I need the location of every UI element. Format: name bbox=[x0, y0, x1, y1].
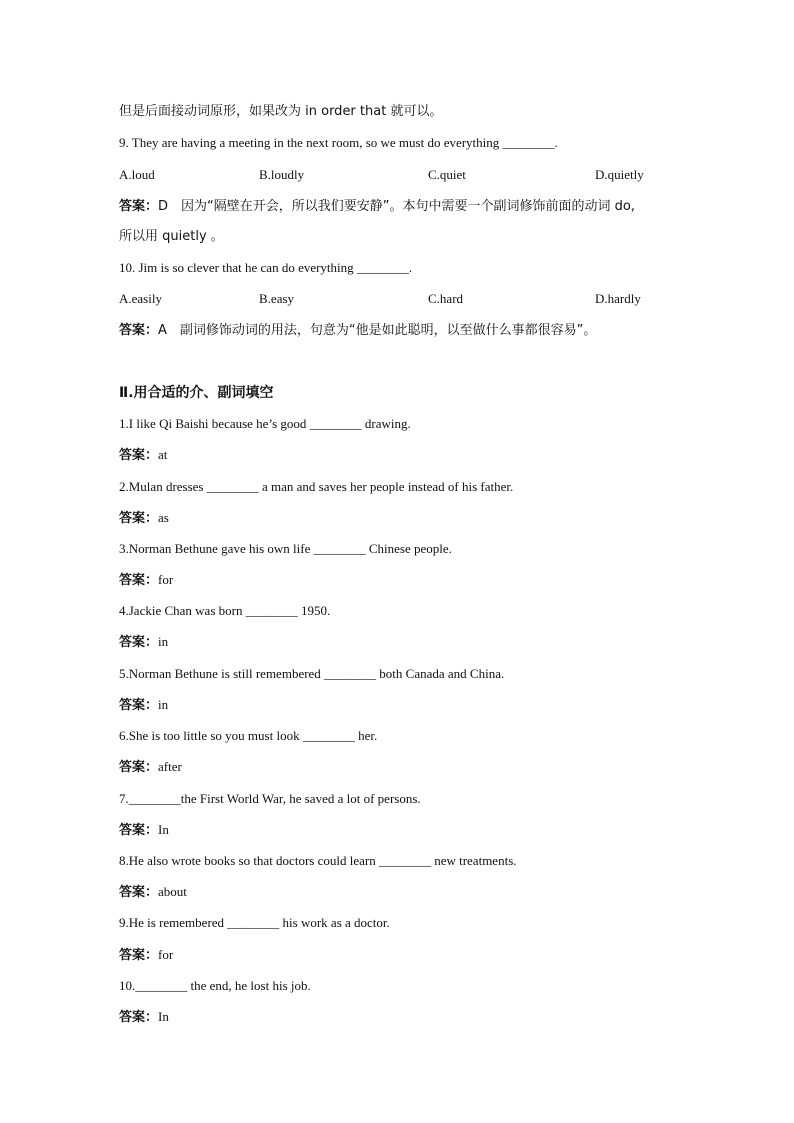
intro-text: 但是后面接动词原形，如果改为 in order that 就可以。 bbox=[119, 104, 443, 119]
fill-answer-5 bbox=[119, 696, 168, 715]
fill-question-4: 4.Jackie Chan was born ________ 1950. bbox=[119, 603, 331, 618]
fill-question-2: 2.Mulan dresses ________ a man and saves her people instead of his father. bbox=[119, 479, 514, 494]
fill-question-8: 8.He also wrote books so that doctors could learn ________ new treatments. bbox=[119, 853, 517, 868]
answer-value: In bbox=[158, 1009, 169, 1024]
answer-label: 答案： bbox=[119, 511, 159, 526]
option-c: C.quiet bbox=[428, 167, 466, 182]
answer-9 bbox=[119, 197, 635, 216]
answer-value: for bbox=[158, 947, 174, 962]
option-b: B.loudly bbox=[259, 167, 305, 182]
answer-9-continued: 所以用 quietly 。 bbox=[119, 229, 224, 244]
fill-answer-3 bbox=[119, 571, 173, 590]
fill-answer-8 bbox=[119, 883, 187, 902]
fill-answer-1 bbox=[119, 446, 167, 465]
fill-question-5: 5.Norman Bethune is still remembered ________ both Canada and China. bbox=[119, 666, 505, 681]
answer-label: 答案： bbox=[119, 948, 159, 963]
fill-answer-2 bbox=[119, 509, 169, 528]
answer-label: 答案： bbox=[119, 823, 159, 838]
fill-question-3: 3.Norman Bethune gave his own life ________ Chinese people. bbox=[119, 541, 452, 556]
answer-label: 答案： bbox=[119, 573, 159, 588]
answer-label: 答案： bbox=[119, 760, 159, 775]
question-10: 10. Jim is so clever that he can do everything ________. bbox=[119, 260, 413, 275]
answer-value: for bbox=[158, 572, 174, 587]
fill-answer-6 bbox=[119, 758, 182, 777]
option-a: A.easily bbox=[119, 291, 162, 306]
option-d: D.quietly bbox=[595, 167, 644, 182]
answer-explanation: D 因为“隔壁在开会，所以我们要安静”。本句中需要一个副词修饰前面的动词 do, bbox=[158, 199, 635, 214]
option-c: C.hard bbox=[428, 291, 464, 306]
answer-label: 答案： bbox=[119, 698, 159, 713]
fill-question-9: 9.He is remembered ________ his work as a doctor. bbox=[119, 915, 390, 930]
fill-question-10: 10.________ the end, he lost his job. bbox=[119, 978, 311, 993]
answer-value: in bbox=[158, 634, 169, 649]
section-title: Ⅱ.用合适的介、副词填空 bbox=[119, 385, 274, 401]
answer-label: 答案： bbox=[119, 448, 159, 463]
answer-explanation: A 副词修饰动词的用法，句意为“他是如此聪明，以至做什么事都很容易”。 bbox=[158, 323, 597, 338]
answer-value: about bbox=[158, 884, 187, 899]
answer-value: in bbox=[158, 697, 169, 712]
question-9: 9. They are having a meeting in the next room, so we must do everything ________. bbox=[119, 135, 558, 150]
answer-value: at bbox=[158, 447, 168, 462]
option-b: B.easy bbox=[259, 291, 295, 306]
answer-label: 答案： bbox=[119, 635, 159, 650]
answer-label: 答案： bbox=[119, 199, 159, 214]
option-a: A.loud bbox=[119, 167, 155, 182]
answer-value: as bbox=[158, 510, 169, 525]
fill-answer-4 bbox=[119, 633, 168, 652]
fill-question-7: 7.________the First World War, he saved a lot of persons. bbox=[119, 791, 421, 806]
fill-answer-10 bbox=[119, 1008, 169, 1027]
answer-10 bbox=[119, 321, 596, 340]
option-d: D.hardly bbox=[595, 291, 641, 306]
answer-label: 答案： bbox=[119, 323, 159, 338]
answer-label: 答案： bbox=[119, 885, 159, 900]
answer-value: after bbox=[158, 759, 182, 774]
fill-answer-9 bbox=[119, 946, 173, 965]
answer-label: 答案： bbox=[119, 1010, 159, 1025]
fill-answer-7 bbox=[119, 821, 169, 840]
answer-value: In bbox=[158, 822, 169, 837]
fill-question-6: 6.She is too little so you must look ________ her. bbox=[119, 728, 378, 743]
fill-question-1: 1.I like Qi Baishi because he’s good ________ drawing. bbox=[119, 416, 411, 431]
